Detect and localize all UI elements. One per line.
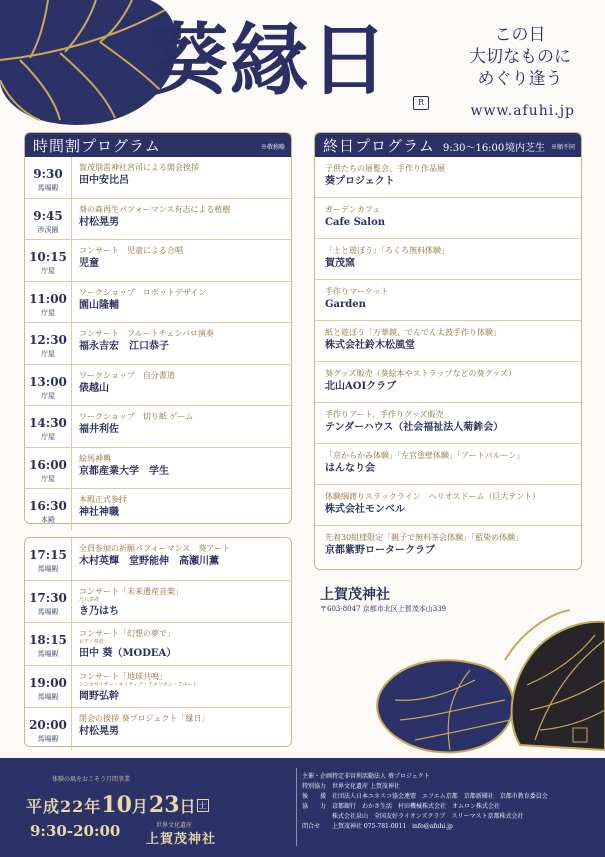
- detail-cell: [325, 450, 577, 476]
- shrine-address: 〒603-8047 京都市北区上賀茂本山339: [320, 605, 447, 613]
- date-month-unit: 月: [131, 797, 149, 816]
- honorifics-note: ※敬称略: [260, 144, 285, 151]
- date-day: 23: [148, 792, 180, 818]
- detail-cell: [325, 409, 577, 435]
- program-time: 20:00: [29, 718, 67, 732]
- program-row: [25, 448, 291, 490]
- program-venue: 庁屋: [41, 391, 55, 400]
- footer-venue: 上賀茂神社: [146, 832, 217, 847]
- allday-description: 紙と遊ぼう「万華鏡、でんでん太鼓手作り体験」: [325, 328, 501, 337]
- tagline-line: めぐり逢う: [477, 69, 563, 89]
- program-performer: 田中安比呂: [79, 175, 129, 186]
- program-description: ワークショップ 切り紙 ゲーム: [79, 412, 194, 421]
- program-description: ワークショップ 自分書道: [79, 370, 175, 380]
- shrine-name: 上賀茂神社: [320, 587, 390, 603]
- detail-cell: [325, 163, 577, 189]
- program-time: 17:15: [29, 548, 67, 562]
- program-description: 本殿正式参拝: [79, 495, 127, 504]
- program-description: コンサート「未来遺産音楽」: [79, 586, 183, 596]
- program-time: 16:30: [29, 499, 67, 513]
- credit-role: 問合せ: [302, 823, 321, 830]
- program-venue: 庁屋: [41, 308, 55, 317]
- program-venue: 馬場殿: [37, 565, 59, 573]
- detail-cell: [79, 204, 287, 230]
- program-description: コンサート フルートチェンバロ演奏: [79, 329, 214, 338]
- allday-row: [315, 444, 581, 485]
- allday-organizer: 株式会社鈴木松風堂: [325, 340, 415, 351]
- detail-cell: [325, 327, 577, 353]
- detail-cell: [79, 411, 287, 437]
- allday-row: [315, 280, 581, 321]
- program-description: コンサート 児童による合唱: [79, 246, 183, 255]
- allday-organizer: 葵プロジェクト: [325, 176, 395, 187]
- time-cell: [25, 708, 72, 750]
- allday-organizer: 京都紫野ロータークラブ: [325, 545, 435, 556]
- allday-organizer: テンダーハウス（社会福祉法人菊鉾会）: [325, 422, 504, 433]
- heritage-label: 世界文化遺産: [156, 822, 193, 829]
- time-cell: [25, 448, 72, 489]
- program-time: 17:30: [29, 590, 67, 605]
- timed-list-1: [25, 157, 291, 530]
- credit-line: [302, 782, 597, 792]
- program-performer: 田中 葵（MODEA）: [79, 648, 177, 659]
- credit-line: [302, 772, 597, 782]
- detail-cell: [79, 287, 287, 313]
- program-performer: 村松晃男: [79, 216, 119, 228]
- detail-cell: [79, 713, 287, 739]
- program-subnote: シンセサイザー・ネイティブ・アメリカン・フルート: [79, 681, 198, 688]
- program-performer: 神社神職: [79, 507, 119, 518]
- credit-role: 特別協力: [302, 783, 327, 790]
- credit-line: [302, 822, 597, 832]
- detail-cell: [79, 543, 287, 569]
- time-cell: [25, 199, 72, 240]
- timed-program-header: [25, 133, 291, 157]
- detail-cell: [79, 494, 287, 520]
- credit-role: 後 援: [302, 793, 327, 800]
- program-performer: 岡野弘幹: [79, 690, 119, 702]
- credit-value: 京都銀行 わかさ生活 村田機械株式会社 オムロン株式会社: [332, 803, 501, 810]
- credit-value: 株式会社泉山 全国友好ライオンズクラブ スリーマスト京都株式会社: [332, 813, 524, 820]
- allday-row: [315, 198, 581, 239]
- time-cell: [25, 282, 72, 323]
- time-cell: [25, 581, 72, 623]
- program-venue: 馬場殿: [37, 735, 59, 743]
- detail-cell: [325, 532, 577, 558]
- program-venue: 本殿: [41, 516, 55, 524]
- detail-cell: [79, 162, 287, 188]
- time-cell: [25, 365, 72, 406]
- program-description: 賀茂別雷神社宮司による開会挨拶: [79, 163, 199, 172]
- program-venue: 馬場殿: [37, 692, 59, 701]
- allday-description: 「土と遊ぼう」「ろくろ無料体験」: [325, 246, 449, 255]
- time-cell: [25, 323, 72, 364]
- credit-role: 主催・企画: [302, 773, 333, 780]
- timed-program-panel: [24, 132, 292, 524]
- program-time: 18:15: [29, 633, 67, 647]
- program-venue: 渉渓園: [37, 225, 59, 234]
- allday-description: 葵グッズ販売（葵絵本やストラップなどの葵グッズ）: [325, 369, 517, 378]
- program-description: 絵馬神輿: [79, 453, 111, 463]
- event-title: 葵縁日: [150, 15, 391, 106]
- program-performer: 福井利佐: [79, 424, 119, 435]
- program-row: [25, 406, 291, 448]
- allday-program-panel: [314, 132, 582, 570]
- allday-organizer: Cafe Salon: [325, 217, 386, 228]
- detail-cell: [79, 245, 287, 271]
- credit-value: 上賀茂神社 075-781-0011 info@afuhi.jp: [332, 823, 453, 830]
- time-cell: [25, 538, 72, 580]
- timed-list-2: [25, 538, 291, 750]
- allday-row: [315, 362, 581, 403]
- detail-cell: [79, 586, 287, 619]
- program-row: [25, 489, 291, 530]
- date-month: 10: [101, 792, 132, 818]
- evening-program-panel: [24, 537, 292, 747]
- program-venue: 馬場殿: [37, 650, 59, 658]
- credit-role: 協 力: [302, 803, 327, 810]
- program-row: [25, 666, 291, 709]
- program-description: コンサート「幻想の夢で」: [79, 629, 175, 638]
- allday-organizer: 株式会社モンベル: [325, 504, 405, 515]
- allday-organizer: 北山AOIクラブ: [325, 381, 397, 392]
- allday-organizer: 賀茂窯: [325, 258, 355, 269]
- allday-description: 手作りマーケット: [325, 287, 389, 296]
- detail-cell: [325, 286, 577, 312]
- program-time: 14:30: [29, 416, 67, 430]
- allday-description: 手作りアート、手作りグッズ販売: [325, 410, 444, 419]
- footer-kicker: 体験の風をおこそう月間事業: [52, 776, 131, 783]
- program-venue: 馬場殿: [37, 607, 59, 616]
- detail-cell: [79, 370, 287, 396]
- allday-row: [315, 321, 581, 362]
- time-cell: [25, 157, 72, 198]
- program-performer: き乃はち: [79, 605, 119, 617]
- allday-row: [315, 157, 581, 198]
- tagline-line: この日: [494, 25, 546, 45]
- event-date: [26, 792, 209, 818]
- order-note: ※順不同: [550, 144, 575, 151]
- website-url[interactable]: www.afuhi.jp: [470, 103, 575, 119]
- allday-description: 子供たちの展覧会、手作り作品展: [325, 164, 445, 173]
- aoi-leaf-bottom-right: [305, 600, 605, 760]
- detail-cell: [325, 491, 577, 517]
- allday-list: [315, 157, 581, 566]
- time-cell: [25, 489, 72, 530]
- allday-description: 先着30組様限定「親子で無料茶会体験」「藍染め体験」: [325, 533, 524, 542]
- detail-cell: [79, 671, 287, 704]
- footer-band: [0, 758, 605, 857]
- program-row: [25, 365, 291, 407]
- program-time: 13:00: [29, 374, 67, 389]
- program-performer: 京都産業大学 学生: [79, 465, 169, 477]
- program-time: 16:00: [29, 457, 67, 472]
- detail-cell: [325, 204, 577, 230]
- program-time: 9:30: [33, 167, 63, 181]
- program-row: [25, 157, 291, 199]
- credit-line: [302, 812, 597, 822]
- allday-row: [315, 403, 581, 444]
- date-era: 平成22年: [26, 797, 102, 816]
- program-performer: 児童: [79, 258, 99, 269]
- time-cell: [25, 666, 72, 708]
- allday-program-heading: 終日プログラム: [323, 137, 435, 155]
- allday-row: [315, 485, 581, 526]
- date-day-unit: 日: [179, 797, 197, 816]
- detail-cell: [79, 453, 287, 479]
- time-cell: [25, 240, 72, 281]
- program-venue: 庁屋: [41, 474, 55, 483]
- program-row: [25, 282, 291, 324]
- program-subnote: 尺八奏者: [79, 596, 100, 603]
- program-subnote: ピアノ奏者: [79, 639, 104, 645]
- program-description: ワークショップ ロボットデザイン: [79, 287, 207, 297]
- program-performer: 福永吉宏 江口恭子: [79, 341, 169, 352]
- credit-value: 特定非営利活動法人 葵プロジェクト: [332, 773, 430, 780]
- allday-organizer: はんなり会: [325, 463, 375, 474]
- program-venue: 庁屋: [41, 433, 55, 441]
- allday-description: ガーデンカフェ: [325, 205, 381, 214]
- program-description: 全員参加の祈願パフォーマンス 葵アート: [79, 544, 231, 553]
- credit-line: [302, 802, 597, 812]
- program-performer: 園山隆輔: [79, 299, 119, 311]
- credit-value: 社団法人日本ユネスコ協会連盟 エフエム京都 京都新聞社 京都市教育委員会: [332, 793, 548, 800]
- footer-divider: [296, 768, 297, 846]
- time-cell: [25, 623, 72, 665]
- detail-cell: [325, 245, 577, 271]
- program-row: [25, 538, 291, 581]
- credits-list: [302, 772, 597, 832]
- detail-cell: [79, 628, 287, 661]
- program-time: 19:00: [29, 675, 67, 690]
- program-row: [25, 581, 291, 624]
- program-performer: 木村英輝 堂野能伸 高瀬川薫: [79, 556, 219, 567]
- program-performer: 俵越山: [79, 382, 109, 394]
- detail-cell: [325, 368, 577, 394]
- allday-place: 境内芝生: [505, 143, 545, 154]
- detail-cell: [79, 328, 287, 354]
- tagline: [469, 24, 571, 90]
- date-weekday: 土: [198, 801, 207, 810]
- event-time: 9:30-20:00: [30, 822, 121, 840]
- program-row: [25, 623, 291, 666]
- trademark-mark: R: [413, 96, 429, 110]
- program-row: [25, 323, 291, 365]
- credit-value: 世界文化遺産 上賀茂神社: [332, 783, 400, 790]
- allday-row: [315, 239, 581, 280]
- program-time: 11:00: [29, 291, 67, 306]
- program-row: [25, 199, 291, 241]
- program-venue: 馬場殿: [37, 184, 59, 192]
- credit-line: [302, 792, 597, 802]
- program-venue: 庁屋: [41, 267, 55, 275]
- program-time: 10:15: [29, 250, 67, 264]
- allday-program-header: [315, 133, 581, 157]
- allday-hours: 9:30〜16:00: [443, 143, 505, 154]
- program-time: 12:30: [29, 333, 67, 347]
- allday-description: 体験綱渡りスラックライン ヘリオスドーム（巨大テント）: [325, 492, 541, 501]
- program-venue: 庁屋: [41, 350, 55, 358]
- program-row: [25, 240, 291, 282]
- program-performer: 村松晃男: [79, 726, 119, 737]
- program-description: 閉会の挨拶 葵プロジェクト「縁日」: [79, 714, 210, 723]
- program-description: 葵の森再生パフォーマンス有志による植樹: [79, 204, 231, 214]
- timed-program-heading: 時間割プログラム: [33, 137, 161, 155]
- program-time: 9:45: [33, 208, 63, 223]
- time-cell: [25, 406, 72, 447]
- allday-row: [315, 526, 581, 566]
- allday-description: 「京からかみ体験」「左官塗壁体験」「アートバルーン」: [325, 451, 525, 460]
- tagline-line: 大切なものに: [469, 47, 571, 67]
- allday-organizer: Garden: [325, 299, 366, 310]
- program-row: [25, 708, 291, 750]
- program-description: コンサート「地球共鳴」: [79, 671, 167, 681]
